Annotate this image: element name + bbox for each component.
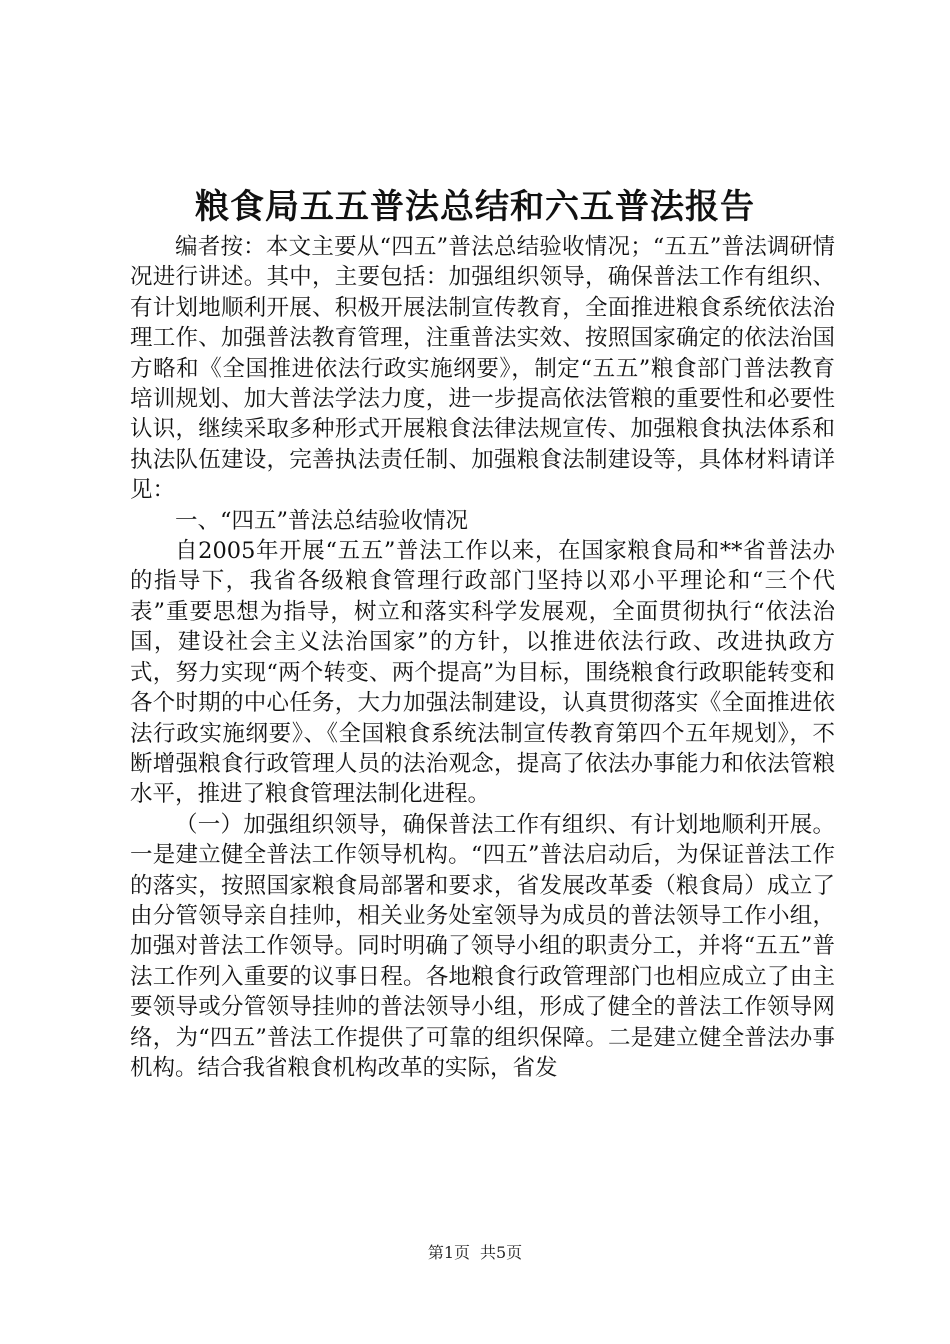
editor-note-paragraph: 编者按：本文主要从“四五”普法总结验收情况；“五五”普法调研情况进行讲述。其中，主要包括：加强组织领导，确保普法工作有组织、有计划地顺利开展、积极开展法制宣传教育，全面推进粮食系统依法治理工作、加强普法教育管理，注重普法实效、按照国家确定的依法治国方略和《全国推进依法行政实施纲要》，制定“五五”粮食部门普法教育培训规划、加大普法学法力度，进一步提高依法管粮的重要性和必要性认识，继续采取多种形式开展粮食法律法规宣传、加强粮食执法体系和执法队伍建设，完善执法责任制、加强粮食法制建设等，具体材料请详见： — [130, 234, 835, 504]
document-body — [130, 232, 835, 1083]
body-paragraph: （一）加强组织领导，确保普法工作有组织、有计划地顺利开展。一是建立健全普法工作领导机构。“四五”普法启动后，为保证普法工作的落实，按照国家粮食局部署和要求，省发展改革委（粮食局）成立了由分管领导亲自挂帅，相关业务处室领导为成员的普法领导工作小组，加强对普法工作领导。同时明确了领导小组的职责分工，并将“五五”普法工作列入重要的议事日程。各地粮食行政管理部门也相应成立了由主要领导或分管领导挂帅的普法领导小组，形成了健全的普法工作领导网络，为“四五”普法工作提供了可靠的组织保障。二是建立健全普法办事机构。结合我省粮食机构改革的实际，省发 — [130, 811, 835, 1081]
section-heading: 一、“四五”普法总结验收情况 — [175, 507, 469, 534]
page-total: 共5页 — [480, 1243, 523, 1262]
page-footer — [0, 1242, 950, 1264]
body-paragraph: 自2005年开展“五五”普法工作以来，在国家粮食局和**省普法办的指导下，我省各级粮食管理行政部门坚持以邓小平理论和“三个代表”重要思想为指导，树立和落实科学发展观，全面贯彻执行“依法治国，建设社会主义法治国家”的方针，以推进依法行政、改进执政方式，努力实现“两个转变、两个提高”为目标，围绕粮食行政职能转变和各个时期的中心任务，大力加强法制建设，认真贯彻落实《全面推进依法行政实施纲要》、《全国粮食系统法制宣传教育第四个五年规划》，不断增强粮食行政管理人员的法治观念，提高了依法办事能力和依法管粮水平，推进了粮食管理法制化进程。 — [130, 538, 835, 808]
document-title: 粮食局五五普法总结和六五普法报告 — [195, 187, 755, 227]
page-number: 第1页 — [427, 1243, 470, 1262]
